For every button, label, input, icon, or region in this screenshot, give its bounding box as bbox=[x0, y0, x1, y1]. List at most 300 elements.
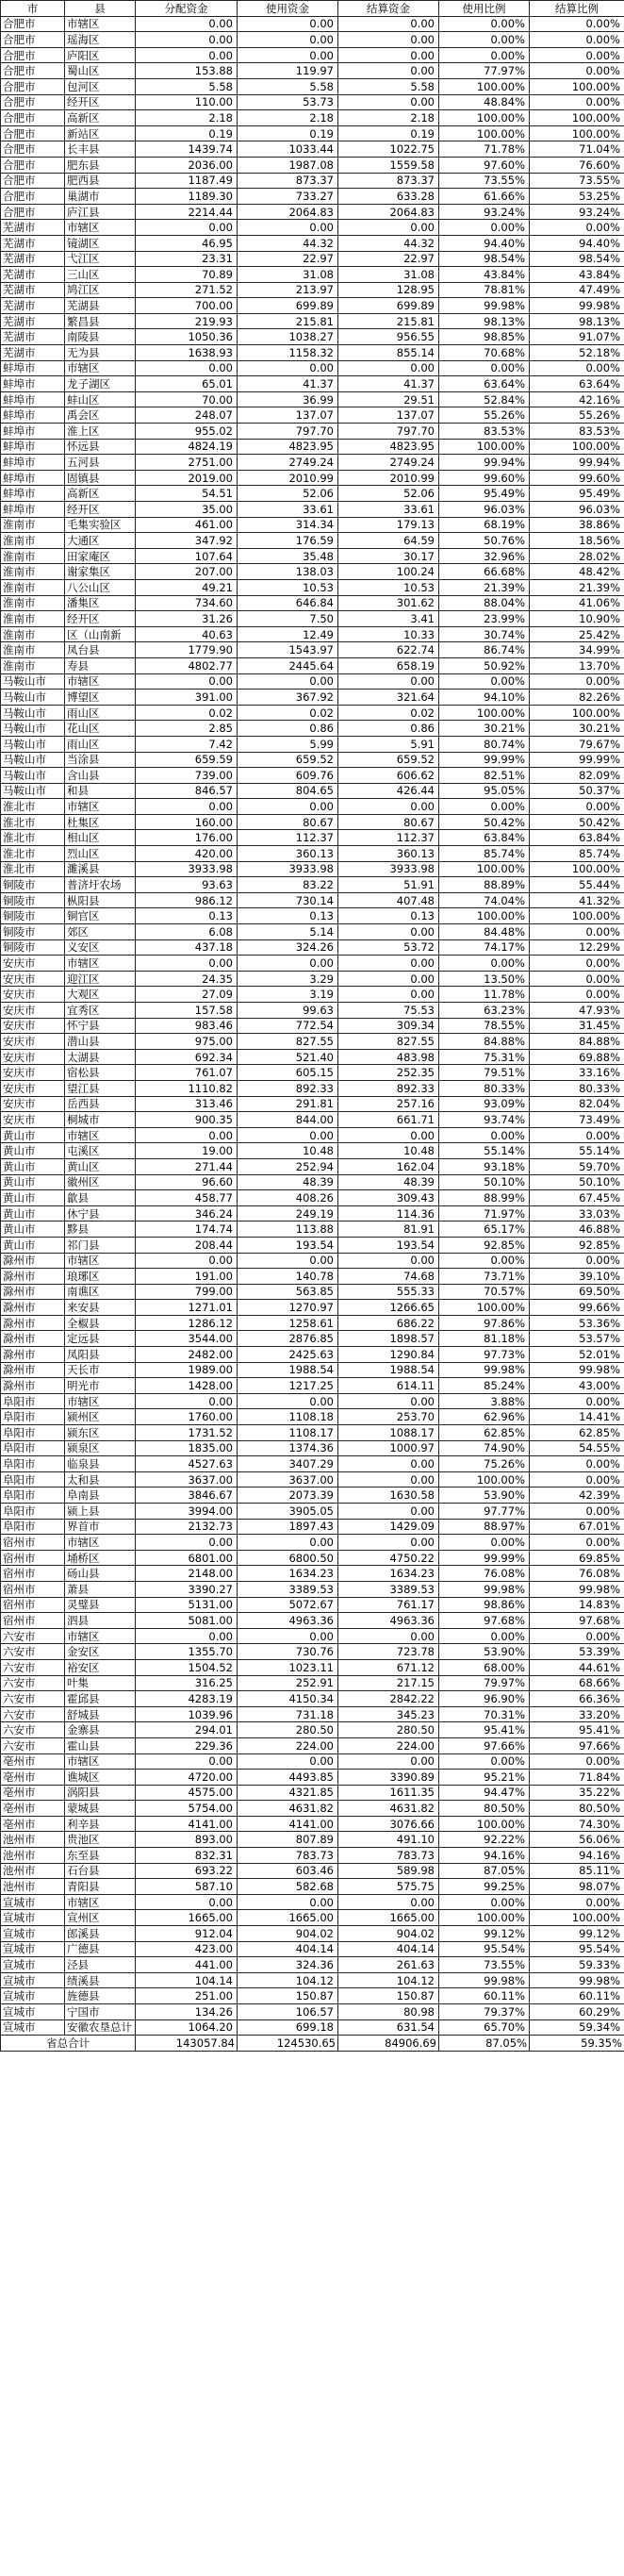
settlement-ratio-cell: 38.86% bbox=[530, 517, 624, 533]
table-row bbox=[1, 329, 624, 345]
used-cell: 224.00 bbox=[238, 1737, 338, 1753]
settlement-ratio-cell: 83.53% bbox=[530, 424, 624, 440]
county-cell: 泾县 bbox=[65, 1957, 136, 1973]
allocated-cell: 40.63 bbox=[136, 626, 238, 642]
county-cell: 徽州区 bbox=[65, 1174, 136, 1190]
settled-cell: 1429.09 bbox=[338, 1519, 439, 1535]
county-cell: 市辖区 bbox=[65, 1894, 136, 1910]
county-cell: 庐江县 bbox=[65, 204, 136, 220]
allocated-cell: 134.26 bbox=[136, 2004, 238, 2020]
used-cell: 5.99 bbox=[238, 736, 338, 752]
settled-cell: 1088.17 bbox=[338, 1425, 439, 1441]
usage-ratio-cell: 73.71% bbox=[439, 1269, 530, 1285]
usage-ratio-cell: 0.00% bbox=[439, 32, 530, 48]
allocated-cell: 975.00 bbox=[136, 1034, 238, 1050]
table-row bbox=[1, 1440, 624, 1456]
county-cell: 市辖区 bbox=[65, 673, 136, 690]
county-cell: 绩溪县 bbox=[65, 1972, 136, 1988]
settled-cell: 104.12 bbox=[338, 1972, 439, 1988]
settled-cell: 2010.99 bbox=[338, 470, 439, 486]
table-row bbox=[1, 642, 624, 658]
allocated-cell: 734.60 bbox=[136, 595, 238, 611]
settled-cell: 761.17 bbox=[338, 1597, 439, 1613]
allocated-cell: 0.00 bbox=[136, 799, 238, 815]
county-cell: 泗县 bbox=[65, 1613, 136, 1629]
table-row bbox=[1, 971, 624, 987]
usage-ratio-cell: 3.88% bbox=[439, 1393, 530, 1409]
usage-ratio-cell: 98.13% bbox=[439, 313, 530, 329]
header-settled-funds: 结算资金 bbox=[338, 1, 439, 17]
used-cell: 873.37 bbox=[238, 173, 338, 189]
table-row bbox=[1, 1535, 624, 1551]
city-cell: 六安市 bbox=[1, 1628, 65, 1644]
city-cell: 淮北市 bbox=[1, 846, 65, 862]
header-city: 市 bbox=[1, 1, 65, 17]
city-cell: 合肥市 bbox=[1, 157, 65, 173]
city-cell: 蚌埠市 bbox=[1, 470, 65, 486]
city-cell: 蚌埠市 bbox=[1, 502, 65, 518]
allocated-cell: 0.00 bbox=[136, 673, 238, 690]
allocated-cell: 0.00 bbox=[136, 1628, 238, 1644]
settled-cell: 53.72 bbox=[338, 939, 439, 956]
usage-ratio-cell: 100.00% bbox=[439, 439, 530, 455]
county-cell: 田家庵区 bbox=[65, 548, 136, 564]
table-row bbox=[1, 1691, 624, 1707]
used-cell: 2425.63 bbox=[238, 1347, 338, 1363]
county-cell: 埇桥区 bbox=[65, 1550, 136, 1566]
table-row bbox=[1, 814, 624, 830]
settlement-ratio-cell: 0.00% bbox=[530, 360, 624, 376]
settlement-ratio-cell: 99.99% bbox=[530, 752, 624, 768]
settlement-ratio-cell: 69.50% bbox=[530, 1284, 624, 1300]
settled-cell: 41.37 bbox=[338, 376, 439, 392]
settlement-ratio-cell: 0.00% bbox=[530, 94, 624, 110]
usage-ratio-cell: 78.81% bbox=[439, 282, 530, 298]
settlement-ratio-cell: 99.66% bbox=[530, 1300, 624, 1316]
settled-cell: 1559.58 bbox=[338, 157, 439, 173]
used-cell: 0.00 bbox=[238, 220, 338, 236]
table-row bbox=[1, 1566, 624, 1582]
allocated-cell: 587.10 bbox=[136, 1879, 238, 1895]
county-cell: 全椒县 bbox=[65, 1315, 136, 1331]
city-cell: 蚌埠市 bbox=[1, 391, 65, 407]
table-row bbox=[1, 424, 624, 440]
table-row bbox=[1, 1018, 624, 1034]
usage-ratio-cell: 30.74% bbox=[439, 626, 530, 642]
settled-cell: 193.54 bbox=[338, 1237, 439, 1253]
settled-cell: 150.87 bbox=[338, 1988, 439, 2004]
allocated-cell: 4141.00 bbox=[136, 1816, 238, 1832]
allocated-cell: 346.24 bbox=[136, 1205, 238, 1222]
county-cell: 界首市 bbox=[65, 1519, 136, 1535]
used-cell: 0.00 bbox=[238, 32, 338, 48]
settlement-ratio-cell: 55.26% bbox=[530, 407, 624, 424]
city-cell: 安庆市 bbox=[1, 1003, 65, 1019]
table-row bbox=[1, 376, 624, 392]
table-row bbox=[1, 2019, 624, 2036]
county-cell: 金安区 bbox=[65, 1644, 136, 1660]
usage-ratio-cell: 55.14% bbox=[439, 1143, 530, 1159]
used-cell: 52.06 bbox=[238, 486, 338, 502]
settled-cell: 855.14 bbox=[338, 345, 439, 361]
header-allocated-funds: 分配资金 bbox=[136, 1, 238, 17]
allocated-cell: 2132.73 bbox=[136, 1519, 238, 1535]
used-cell: 4141.00 bbox=[238, 1816, 338, 1832]
settlement-ratio-cell: 67.01% bbox=[530, 1519, 624, 1535]
county-cell: 肥西县 bbox=[65, 173, 136, 189]
settlement-ratio-cell: 43.00% bbox=[530, 1378, 624, 1394]
settled-cell: 22.97 bbox=[338, 251, 439, 267]
used-cell: 731.18 bbox=[238, 1706, 338, 1722]
city-cell: 铜陵市 bbox=[1, 939, 65, 956]
settlement-ratio-cell: 100.00% bbox=[530, 1910, 624, 1926]
city-cell: 淮南市 bbox=[1, 517, 65, 533]
county-cell: 市辖区 bbox=[65, 799, 136, 815]
county-cell: 南陵县 bbox=[65, 329, 136, 345]
county-cell: 潘集区 bbox=[65, 595, 136, 611]
county-cell: 涡阳县 bbox=[65, 1785, 136, 1801]
used-cell: 0.00 bbox=[238, 1628, 338, 1644]
table-row bbox=[1, 1706, 624, 1722]
settlement-ratio-cell: 41.06% bbox=[530, 595, 624, 611]
used-cell: 0.00 bbox=[238, 360, 338, 376]
used-cell: 0.00 bbox=[238, 1753, 338, 1770]
usage-ratio-cell: 79.97% bbox=[439, 1675, 530, 1691]
settled-cell: 253.70 bbox=[338, 1409, 439, 1425]
allocated-cell: 157.58 bbox=[136, 1003, 238, 1019]
city-cell: 宿州市 bbox=[1, 1597, 65, 1613]
settlement-ratio-cell: 92.85% bbox=[530, 1237, 624, 1253]
allocated-cell: 23.31 bbox=[136, 251, 238, 267]
used-cell: 22.97 bbox=[238, 251, 338, 267]
allocated-cell: 271.52 bbox=[136, 282, 238, 298]
usage-ratio-cell: 0.00% bbox=[439, 673, 530, 690]
settled-cell: 0.00 bbox=[338, 1753, 439, 1770]
table-row bbox=[1, 360, 624, 376]
county-cell: 明光市 bbox=[65, 1378, 136, 1394]
usage-ratio-cell: 73.55% bbox=[439, 1957, 530, 1973]
city-cell: 阜阳市 bbox=[1, 1519, 65, 1535]
city-cell: 安庆市 bbox=[1, 1034, 65, 1050]
allocated-cell: 107.64 bbox=[136, 548, 238, 564]
used-cell: 783.73 bbox=[238, 1848, 338, 1864]
used-cell: 582.68 bbox=[238, 1879, 338, 1895]
usage-ratio-cell: 52.84% bbox=[439, 391, 530, 407]
usage-ratio-cell: 13.50% bbox=[439, 971, 530, 987]
table-row bbox=[1, 1080, 624, 1096]
settlement-ratio-cell: 59.70% bbox=[530, 1158, 624, 1174]
table-row bbox=[1, 1143, 624, 1159]
table-row bbox=[1, 611, 624, 627]
settled-cell: 2.18 bbox=[338, 110, 439, 126]
settlement-ratio-cell: 99.12% bbox=[530, 1926, 624, 1942]
settlement-ratio-cell: 55.14% bbox=[530, 1143, 624, 1159]
settled-cell: 0.00 bbox=[338, 220, 439, 236]
usage-ratio-cell: 97.66% bbox=[439, 1737, 530, 1753]
county-cell: 蜀山区 bbox=[65, 63, 136, 79]
allocated-cell: 4720.00 bbox=[136, 1770, 238, 1786]
settled-cell: 0.00 bbox=[338, 94, 439, 110]
settlement-ratio-cell: 25.42% bbox=[530, 626, 624, 642]
county-cell: 桐城市 bbox=[65, 1112, 136, 1128]
usage-ratio-cell: 0.00% bbox=[439, 1894, 530, 1910]
used-cell: 252.94 bbox=[238, 1158, 338, 1174]
county-cell: 芜湖县 bbox=[65, 298, 136, 314]
county-cell: 含山县 bbox=[65, 768, 136, 784]
usage-ratio-cell: 94.10% bbox=[439, 690, 530, 706]
table-row bbox=[1, 157, 624, 173]
county-cell: 潜山县 bbox=[65, 1034, 136, 1050]
settlement-ratio-cell: 31.45% bbox=[530, 1018, 624, 1034]
settlement-ratio-cell: 95.41% bbox=[530, 1722, 624, 1738]
allocated-cell: 110.00 bbox=[136, 94, 238, 110]
settled-cell: 723.78 bbox=[338, 1644, 439, 1660]
county-cell: 凤阳县 bbox=[65, 1347, 136, 1363]
city-cell: 六安市 bbox=[1, 1659, 65, 1675]
table-row bbox=[1, 626, 624, 642]
used-cell: 10.53 bbox=[238, 579, 338, 595]
table-row bbox=[1, 908, 624, 924]
used-cell: 324.26 bbox=[238, 939, 338, 956]
used-cell: 4321.85 bbox=[238, 1785, 338, 1801]
table-row bbox=[1, 1347, 624, 1363]
usage-ratio-cell: 93.74% bbox=[439, 1112, 530, 1128]
settlement-ratio-cell: 55.44% bbox=[530, 877, 624, 893]
city-cell: 蚌埠市 bbox=[1, 486, 65, 502]
usage-ratio-cell: 75.26% bbox=[439, 1456, 530, 1472]
allocated-cell: 761.07 bbox=[136, 1065, 238, 1081]
settled-cell: 0.00 bbox=[338, 924, 439, 940]
settlement-ratio-cell: 41.32% bbox=[530, 892, 624, 908]
used-cell: 1033.44 bbox=[238, 141, 338, 158]
allocated-cell: 3933.98 bbox=[136, 861, 238, 877]
settlement-ratio-cell: 14.41% bbox=[530, 1409, 624, 1425]
city-cell: 淮北市 bbox=[1, 799, 65, 815]
city-cell: 铜陵市 bbox=[1, 892, 65, 908]
used-cell: 733.27 bbox=[238, 189, 338, 205]
settlement-ratio-cell: 99.98% bbox=[530, 1972, 624, 1988]
settled-cell: 671.12 bbox=[338, 1659, 439, 1675]
allocated-cell: 832.31 bbox=[136, 1848, 238, 1864]
allocated-cell: 0.00 bbox=[136, 1393, 238, 1409]
used-cell: 699.18 bbox=[238, 2019, 338, 2036]
city-cell: 滁州市 bbox=[1, 1331, 65, 1347]
city-cell: 淮南市 bbox=[1, 548, 65, 564]
city-cell: 合肥市 bbox=[1, 125, 65, 141]
county-cell: 歙县 bbox=[65, 1190, 136, 1206]
county-cell: 区（山南新 bbox=[65, 626, 136, 642]
city-cell: 六安市 bbox=[1, 1644, 65, 1660]
used-cell: 0.00 bbox=[238, 956, 338, 972]
used-cell: 99.63 bbox=[238, 1003, 338, 1019]
used-cell: 844.00 bbox=[238, 1112, 338, 1128]
allocated-cell: 46.95 bbox=[136, 235, 238, 251]
usage-ratio-cell: 68.00% bbox=[439, 1659, 530, 1675]
table-row bbox=[1, 690, 624, 706]
usage-ratio-cell: 0.00% bbox=[439, 220, 530, 236]
allocated-cell: 3390.27 bbox=[136, 1581, 238, 1597]
usage-ratio-cell: 30.21% bbox=[439, 721, 530, 737]
usage-ratio-cell: 70.57% bbox=[439, 1284, 530, 1300]
allocated-cell: 846.57 bbox=[136, 783, 238, 799]
allocated-cell: 27.09 bbox=[136, 987, 238, 1003]
settled-cell: 0.00 bbox=[338, 971, 439, 987]
table-row bbox=[1, 830, 624, 846]
usage-ratio-cell: 0.00% bbox=[439, 1753, 530, 1770]
city-cell: 宿州市 bbox=[1, 1550, 65, 1566]
used-cell: 4631.82 bbox=[238, 1801, 338, 1817]
county-cell: 市辖区 bbox=[65, 1393, 136, 1409]
settlement-ratio-cell: 54.55% bbox=[530, 1440, 624, 1456]
used-cell: 1158.32 bbox=[238, 345, 338, 361]
city-cell: 蚌埠市 bbox=[1, 424, 65, 440]
settlement-ratio-cell: 0.00% bbox=[530, 16, 624, 32]
city-cell: 合肥市 bbox=[1, 189, 65, 205]
city-cell: 池州市 bbox=[1, 1879, 65, 1895]
county-cell: 博望区 bbox=[65, 690, 136, 706]
table-row bbox=[1, 1409, 624, 1425]
used-cell: 215.81 bbox=[238, 313, 338, 329]
usage-ratio-cell: 84.88% bbox=[439, 1034, 530, 1050]
table-row bbox=[1, 892, 624, 908]
county-cell: 经开区 bbox=[65, 502, 136, 518]
settled-cell: 686.22 bbox=[338, 1315, 439, 1331]
allocated-cell: 6.08 bbox=[136, 924, 238, 940]
county-cell: 宁国市 bbox=[65, 2004, 136, 2020]
used-cell: 1897.43 bbox=[238, 1519, 338, 1535]
used-cell: 5.58 bbox=[238, 78, 338, 94]
used-cell: 3389.53 bbox=[238, 1581, 338, 1597]
used-cell: 367.92 bbox=[238, 690, 338, 706]
used-cell: 3933.98 bbox=[238, 861, 338, 877]
settlement-ratio-cell: 63.64% bbox=[530, 376, 624, 392]
used-cell: 892.33 bbox=[238, 1080, 338, 1096]
table-row bbox=[1, 470, 624, 486]
usage-ratio-cell: 95.41% bbox=[439, 1722, 530, 1738]
table-row bbox=[1, 595, 624, 611]
settlement-ratio-cell: 0.00% bbox=[530, 799, 624, 815]
table-row bbox=[1, 1049, 624, 1065]
county-cell: 杜集区 bbox=[65, 814, 136, 830]
allocated-cell: 229.36 bbox=[136, 1737, 238, 1753]
allocated-cell: 700.00 bbox=[136, 298, 238, 314]
city-cell: 滁州市 bbox=[1, 1347, 65, 1363]
city-cell: 黄山市 bbox=[1, 1190, 65, 1206]
allocated-cell: 893.00 bbox=[136, 1832, 238, 1848]
city-cell: 六安市 bbox=[1, 1706, 65, 1722]
table-row bbox=[1, 313, 624, 329]
table-row bbox=[1, 517, 624, 533]
usage-ratio-cell: 97.60% bbox=[439, 157, 530, 173]
settled-cell: 1290.84 bbox=[338, 1347, 439, 1363]
city-cell: 宿州市 bbox=[1, 1613, 65, 1629]
county-cell: 颍州区 bbox=[65, 1409, 136, 1425]
table-row bbox=[1, 502, 624, 518]
allocated-cell: 955.02 bbox=[136, 424, 238, 440]
allocated-cell: 1271.01 bbox=[136, 1300, 238, 1316]
used-cell: 5.14 bbox=[238, 924, 338, 940]
city-cell: 亳州市 bbox=[1, 1785, 65, 1801]
settlement-ratio-cell: 12.29% bbox=[530, 939, 624, 956]
usage-ratio-cell: 75.31% bbox=[439, 1049, 530, 1065]
usage-ratio-cell: 100.00% bbox=[439, 1910, 530, 1926]
county-cell: 裕安区 bbox=[65, 1659, 136, 1675]
settlement-ratio-cell: 0.00% bbox=[530, 47, 624, 63]
city-cell: 合肥市 bbox=[1, 32, 65, 48]
settled-cell: 1898.57 bbox=[338, 1331, 439, 1347]
settled-cell: 52.06 bbox=[338, 486, 439, 502]
allocated-cell: 31.26 bbox=[136, 611, 238, 627]
used-cell: 1038.27 bbox=[238, 329, 338, 345]
used-cell: 12.49 bbox=[238, 626, 338, 642]
usage-ratio-cell: 48.84% bbox=[439, 94, 530, 110]
settlement-ratio-cell: 13.70% bbox=[530, 657, 624, 673]
used-cell: 1217.25 bbox=[238, 1378, 338, 1394]
county-cell: 金寨县 bbox=[65, 1722, 136, 1738]
allocated-cell: 0.19 bbox=[136, 125, 238, 141]
used-cell: 150.87 bbox=[238, 1988, 338, 2004]
settled-cell: 956.55 bbox=[338, 329, 439, 345]
settled-cell: 252.35 bbox=[338, 1065, 439, 1081]
county-cell: 旌德县 bbox=[65, 1988, 136, 2004]
county-cell: 利辛县 bbox=[65, 1816, 136, 1832]
settled-cell: 137.07 bbox=[338, 407, 439, 424]
city-cell: 芜湖市 bbox=[1, 251, 65, 267]
settled-cell: 0.00 bbox=[338, 987, 439, 1003]
city-cell: 淮南市 bbox=[1, 579, 65, 595]
allocated-cell: 659.59 bbox=[136, 752, 238, 768]
city-cell: 芜湖市 bbox=[1, 345, 65, 361]
allocated-cell: 4802.77 bbox=[136, 657, 238, 673]
table-row bbox=[1, 1315, 624, 1331]
usage-ratio-cell: 99.99% bbox=[439, 752, 530, 768]
used-cell: 112.37 bbox=[238, 830, 338, 846]
allocated-cell: 0.00 bbox=[136, 220, 238, 236]
city-cell: 淮北市 bbox=[1, 861, 65, 877]
usage-ratio-cell: 97.77% bbox=[439, 1504, 530, 1520]
settlement-ratio-cell: 67.45% bbox=[530, 1190, 624, 1206]
county-cell: 淮上区 bbox=[65, 424, 136, 440]
settlement-ratio-cell: 0.00% bbox=[530, 1471, 624, 1487]
city-cell: 阜阳市 bbox=[1, 1393, 65, 1409]
settlement-ratio-cell: 33.16% bbox=[530, 1065, 624, 1081]
settlement-ratio-cell: 99.98% bbox=[530, 298, 624, 314]
used-cell: 41.37 bbox=[238, 376, 338, 392]
used-cell: 797.70 bbox=[238, 424, 338, 440]
settled-cell: 301.62 bbox=[338, 595, 439, 611]
settled-cell: 904.02 bbox=[338, 1926, 439, 1942]
county-cell: 宿松县 bbox=[65, 1065, 136, 1081]
used-cell: 609.76 bbox=[238, 768, 338, 784]
settled-cell: 589.98 bbox=[338, 1863, 439, 1879]
settled-cell: 1665.00 bbox=[338, 1910, 439, 1926]
table-row bbox=[1, 799, 624, 815]
settlement-ratio-cell: 85.11% bbox=[530, 1863, 624, 1879]
settled-cell: 4631.82 bbox=[338, 1801, 439, 1817]
used-cell: 1665.00 bbox=[238, 1910, 338, 1926]
table-row bbox=[1, 1378, 624, 1394]
city-cell: 合肥市 bbox=[1, 47, 65, 63]
settlement-ratio-cell: 43.84% bbox=[530, 267, 624, 283]
county-cell: 怀宁县 bbox=[65, 1018, 136, 1034]
settled-cell: 5.58 bbox=[338, 78, 439, 94]
usage-ratio-cell: 88.97% bbox=[439, 1519, 530, 1535]
settled-cell: 2842.22 bbox=[338, 1691, 439, 1707]
used-cell: 563.85 bbox=[238, 1284, 338, 1300]
usage-ratio-cell: 95.21% bbox=[439, 1770, 530, 1786]
table-row bbox=[1, 673, 624, 690]
used-cell: 291.81 bbox=[238, 1096, 338, 1112]
